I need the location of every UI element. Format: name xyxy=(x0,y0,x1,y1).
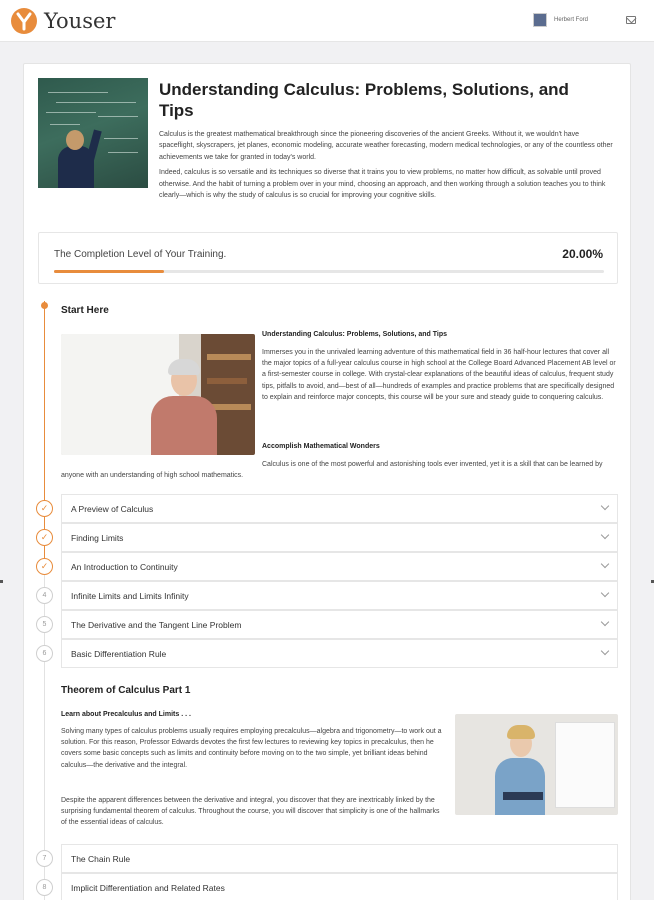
course-intro xyxy=(159,129,614,205)
timeline-start-dot xyxy=(41,302,48,309)
mail-icon[interactable] xyxy=(626,16,636,24)
lesson-image xyxy=(61,334,255,455)
intro-paragraph-2: Indeed, calculus is so versatile and its techniques so diverse that it trains you to view problems, no matter how difficult, as solvable until proved otherwise. And the habit of turning a problem over in your mind, choosing an approach, and then working through a solution teaches you to think clearly—which is why the study of calculus is so crucial for improving your cognitive skills. xyxy=(159,169,606,200)
chevron-down-icon[interactable] xyxy=(601,531,609,539)
scroll-left-icon[interactable] xyxy=(0,580,3,583)
lesson-item[interactable] xyxy=(61,581,618,610)
lesson-item[interactable] xyxy=(61,610,618,639)
chevron-down-icon[interactable] xyxy=(601,502,609,510)
check-icon: ✓ xyxy=(36,500,53,517)
top-bar xyxy=(0,0,654,42)
lesson-item-label: Infinite Limits and Limits Infinity xyxy=(71,591,189,601)
lesson-item-label: The Derivative and the Tangent Line Problem xyxy=(71,620,242,630)
section-image xyxy=(455,714,618,815)
logo[interactable] xyxy=(11,8,115,34)
lesson-item-label: A Preview of Calculus xyxy=(71,504,154,514)
lesson-item-label: An Introduction to Continuity xyxy=(71,562,178,572)
course-card xyxy=(23,63,631,900)
chevron-down-icon[interactable] xyxy=(601,560,609,568)
lesson-item-label: Finding Limits xyxy=(71,533,124,543)
check-icon: ✓ xyxy=(36,558,53,575)
logo-text: Youser xyxy=(44,9,116,33)
lesson-item-label: Basic Differentiation Rule xyxy=(71,649,167,659)
step-number: 6 xyxy=(36,645,53,662)
lesson-subtitle: Accomplish Mathematical Wonders xyxy=(262,443,380,450)
progress-panel xyxy=(38,232,618,284)
lesson-description: Immerses you in the unrivaled learning adventure of this mathematical field in 36 half-hour lectures that cover all the major topics of a full-year calculus course in high school at the College Board Advanced Placement AB level or a first-semester course in college. With crystal-clear explanations of the beautiful ideas of calculus, frequent study tips, pitfalls to avoid, and—best of all—hundreds of examples and practice problems that are specifically designed to explain and reinforce major concepts, this course will be your sure and steady guide to conquering calculus. xyxy=(262,349,616,401)
section-title-start-here: Start Here xyxy=(61,305,109,316)
lesson-item[interactable] xyxy=(61,844,618,873)
step-number: 8 xyxy=(36,879,53,896)
intro-paragraph-1: Calculus is the greatest mathematical breakthrough since the pioneering discoveries of the ancient Greeks. Without it, we wouldn't have spaceflight, skyscrapers, jet planes, economic modeling, accurate weather forecasting, modern medical technologies, or any of the countless other achievements we take for granted in today's world. xyxy=(159,131,613,161)
section-title-theorem: Theorem of Calculus Part 1 xyxy=(61,685,191,696)
progress-label: The Completion Level of Your Training. xyxy=(54,249,227,260)
chevron-down-icon[interactable] xyxy=(601,589,609,597)
chevron-down-icon[interactable] xyxy=(601,618,609,626)
step-number: 7 xyxy=(36,850,53,867)
progress-fill xyxy=(54,270,164,273)
section-subtitle: Learn about Precalculus and Limits . . . xyxy=(61,711,191,718)
step-number: 5 xyxy=(36,616,53,633)
lesson-item-label: The Chain Rule xyxy=(71,854,131,864)
lesson-item-label: Implicit Differentiation and Related Rates xyxy=(71,883,225,893)
progress-track xyxy=(54,270,604,273)
chevron-down-icon[interactable] xyxy=(601,647,609,655)
progress-value: 20.00% xyxy=(562,247,603,261)
lesson-item[interactable] xyxy=(61,494,618,523)
lesson-item[interactable] xyxy=(61,873,618,900)
section-description-2: Despite the apparent differences between the derivative and integral, you discover that they are inextricably linked by the surprising fundamental theorem of calculus. Throughout the course, you will discover that simplicity is one of the hallmarks of the essential ideas of calculus. xyxy=(61,797,440,827)
lesson-item[interactable] xyxy=(61,523,618,552)
lesson-item[interactable] xyxy=(61,639,618,668)
course-image xyxy=(38,78,148,188)
lesson-title: Understanding Calculus: Problems, Solutions, and Tips xyxy=(262,331,448,338)
step-number: 4 xyxy=(36,587,53,604)
course-title: Understanding Calculus: Problems, Solutions, and Tips xyxy=(159,80,569,120)
logo-icon xyxy=(11,8,37,34)
user-name: Herbert Ford xyxy=(553,17,588,23)
avatar[interactable] xyxy=(533,13,547,27)
lesson-description-2: Calculus is one of the most powerful and astonishing tools ever invented, yet it is a skill that can be learned by anyone with an understanding of high school mathematics. xyxy=(61,461,603,480)
section-description: Solving many types of calculus problems usually requires employing precalculus—algebra and trigonometry—to work out a solution. For this reason, Professor Edwards devotes the first few lectures to reviewing key topics in precalculus, then he covers some basic concepts such as limits and continuity before moving on to the two simple, yet brilliant ideas behind calculus—the derivative and the integral. xyxy=(61,728,442,769)
user-menu[interactable] xyxy=(533,13,588,27)
check-icon: ✓ xyxy=(36,529,53,546)
lesson-item[interactable] xyxy=(61,552,618,581)
